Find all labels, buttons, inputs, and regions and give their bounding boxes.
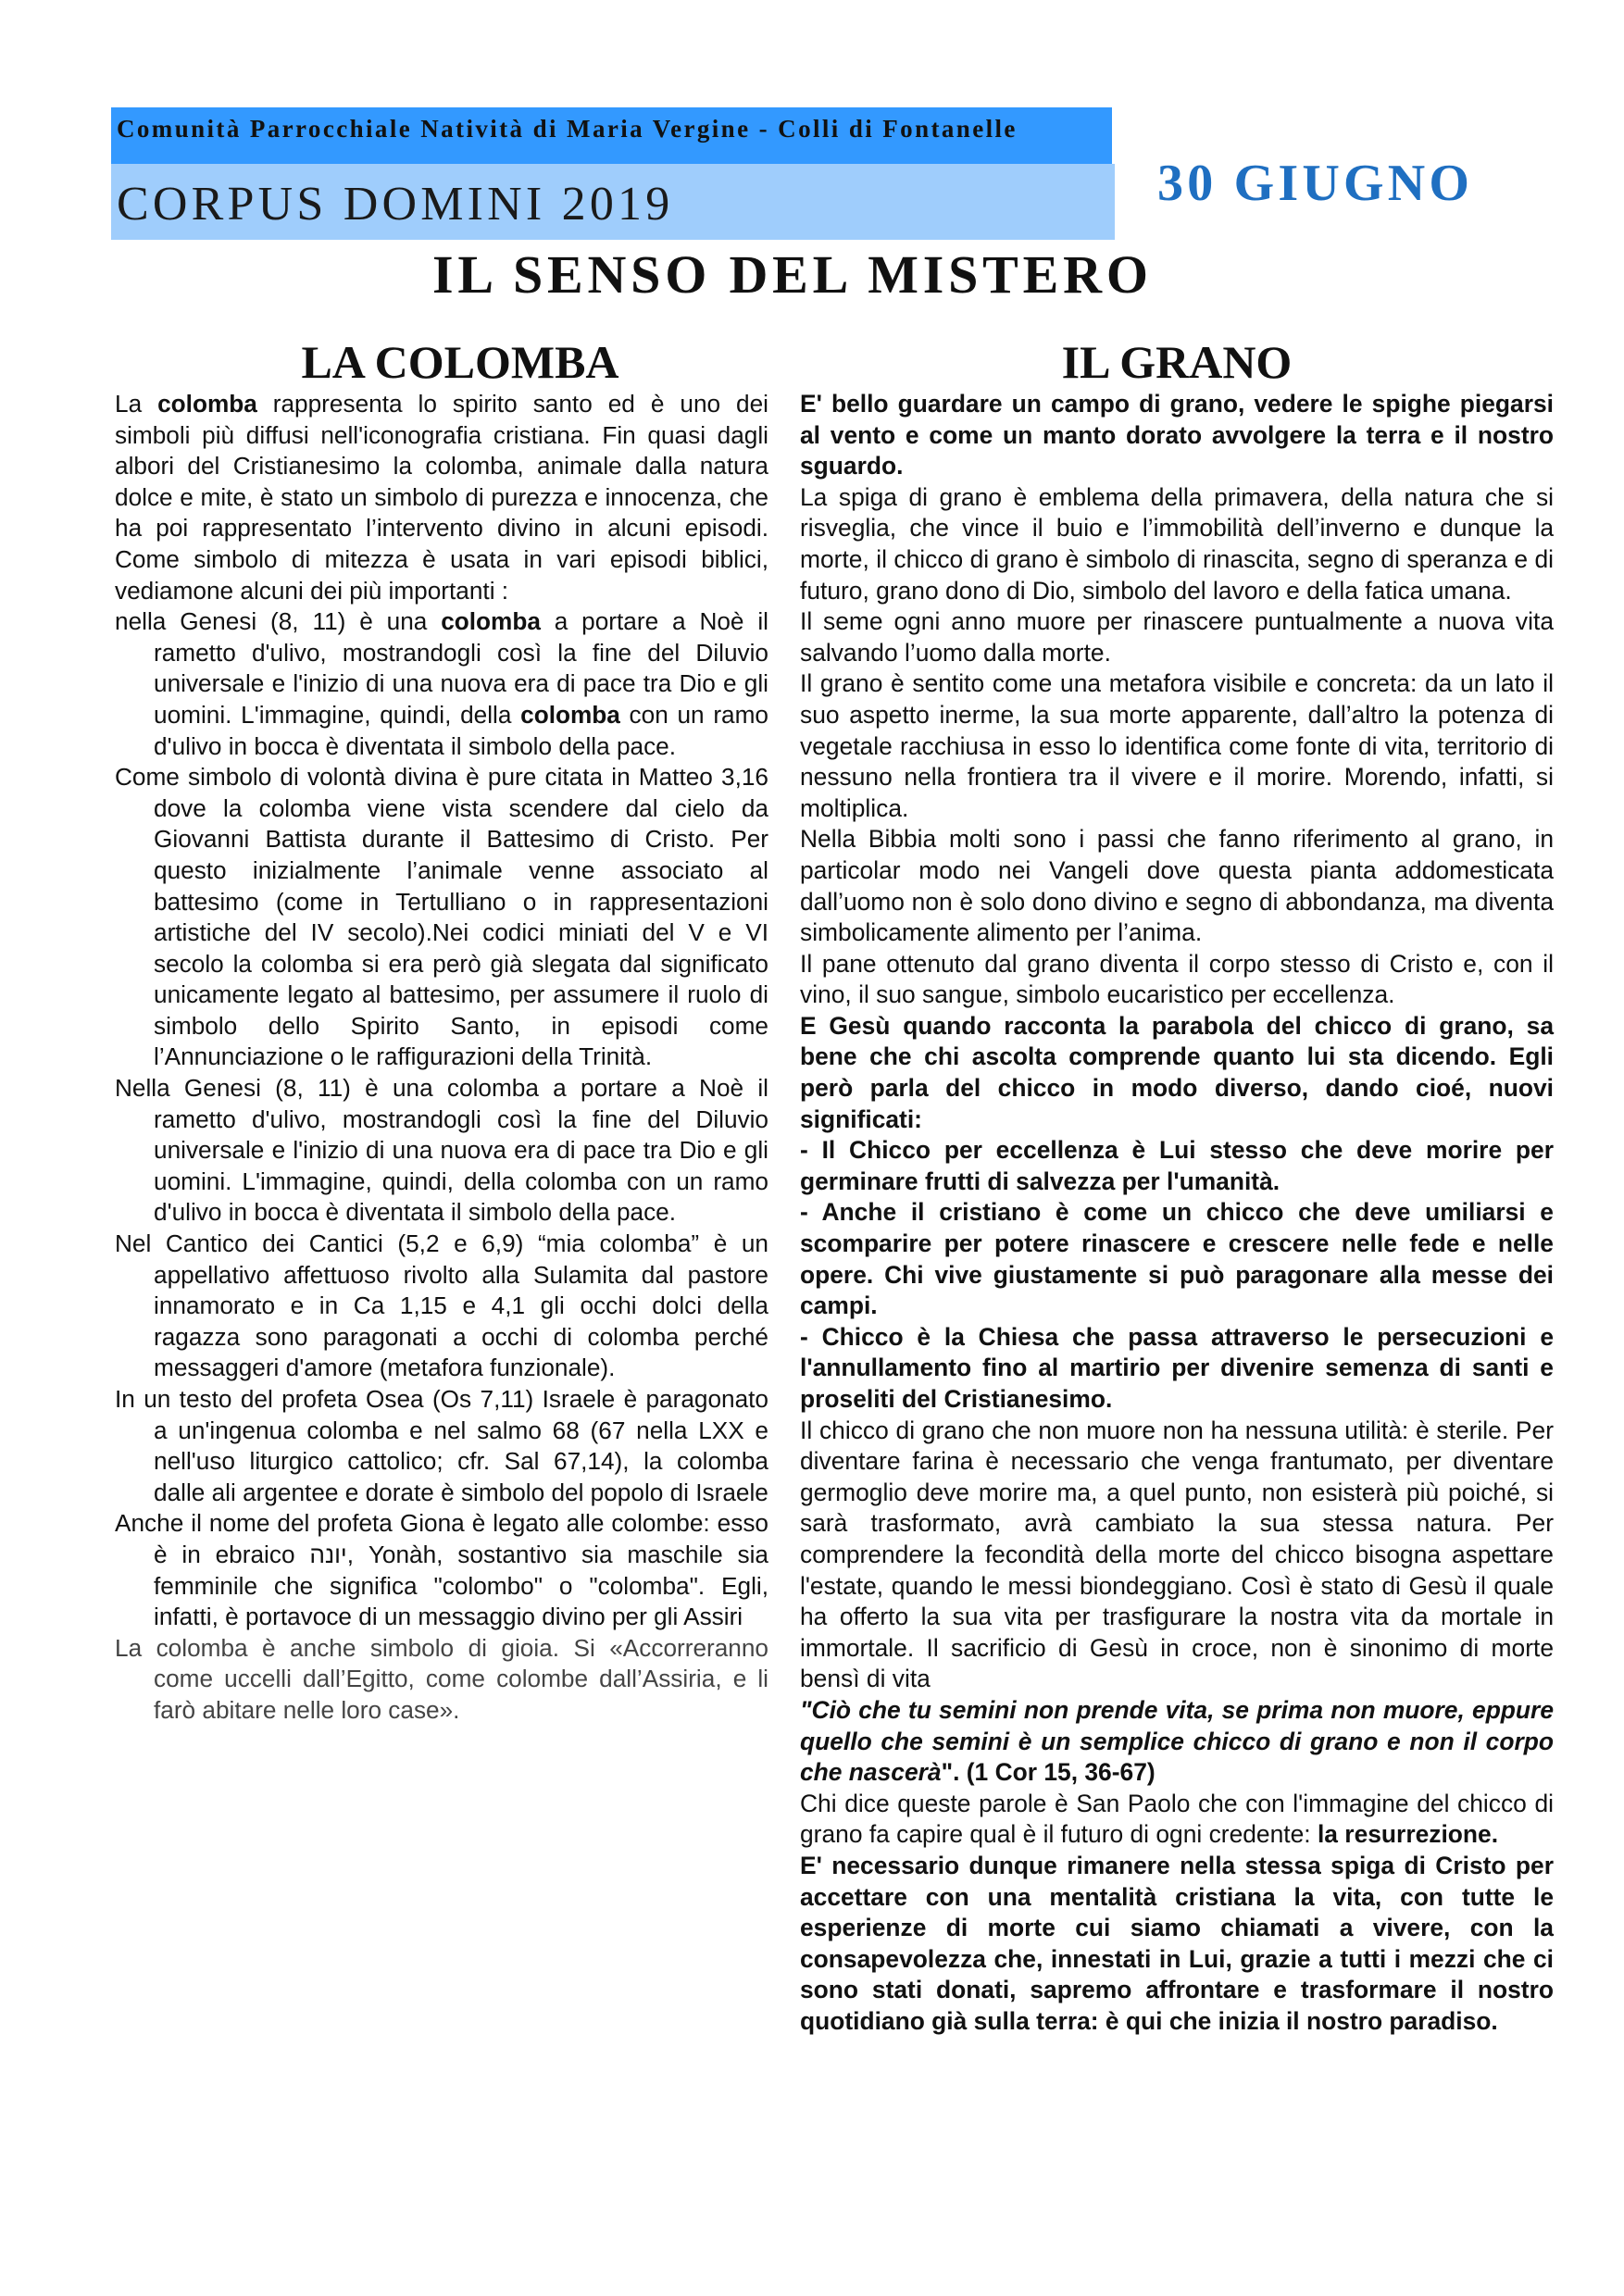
left-paragraph: Nella Genesi (8, 11) è una colomba a portare a Noè il rametto d'ulivo, mostrandogli così la fine del Diluvio universale e l'inizio di una nuova era di pace tra Dio e gli uomini. L'immagine, quindi, della colomba con un ramo d'ulivo in bocca è diventata il simbolo della pace.: [115, 1074, 768, 1227]
right-paragraph: E' necessario dunque rimanere nella stessa spiga di Cristo per accettare con una mentalità cristiana la vita, con tutte le esperienze di morte cui siamo chiamati a vivere, con la consapevolezza che, innestati in Lui, grazie a tutti i mezzi che ci sono stati donati, sapremo affrontare e trasformare il nostro quotidiano già sulla terra: è qui che inizia il nostro paradiso.: [800, 1851, 1554, 2035]
event-date: 30 GIUGNO: [1157, 155, 1474, 212]
event-title-bar: [111, 164, 1115, 240]
page-title: IL SENSO DEL MISTERO: [432, 244, 1153, 305]
left-column: [115, 335, 768, 1727]
right-paragraph: Il seme ogni anno muore per rinascere puntualmente a nuova vita salvando l’uomo dalla morte.: [800, 607, 1554, 667]
right-column: [800, 335, 1554, 2037]
left-paragraph: nella Genesi (8, 11) è una colomba a portare a Noè il rametto d'ulivo, mostrandogli così la fine del Diluvio universale e l'inizio di una nuova era di pace tra Dio e gli uomini. L'immagine, quindi, della colomba con un ramo d'ulivo in bocca è diventata il simbolo della pace.: [115, 607, 768, 760]
right-paragraph: - Chicco è la Chiesa che passa attraverso le persecuzioni e l'annullamento fino al martirio per divenire semenza di santi e proseliti del Cristianesimo.: [800, 1322, 1554, 1413]
right-heading: IL GRANO: [1061, 336, 1293, 388]
left-paragraph: La colomba è anche simbolo di gioia. Si «Accorreranno come uccelli dall’Egitto, come colombe dall’Assiria, e li farò abitare nelle loro case».: [115, 1633, 768, 1724]
left-paragraph: Come simbolo di volontà divina è pure citata in Matteo 3,16 dove la colomba viene vista scendere dal cielo da Giovanni Battista durante il Battesimo di Cristo. Per questo inizialmente l’animale venne associato al battesimo (come in Tertulliano o in rappresentazioni artistiche del IV secolo).Nei codici miniati del V e VI secolo la colomba si era però già slegata dal significato unicamente legato al battesimo, per assumere il ruolo di simbolo dello Spirito Santo, in episodi come l’Annunciazione o le raffigurazioni della Trinità.: [115, 763, 768, 1071]
left-heading: LA COLOMBA: [301, 336, 619, 388]
parish-name: Comunità Parrocchiale Natività di Maria Vergine - Colli di Fontanelle: [117, 115, 1018, 143]
right-paragraph: Il grano è sentito come una metafora visibile e concreta: da un lato il suo aspetto inerme, la sua morte apparente, dall’altro la potenza di vegetale racchiusa in esso lo identifica come fonte di vita, territorio di nessuno nella frontiera tra il vivere e il morire. Morendo, infatti, si moltiplica.: [800, 669, 1554, 822]
right-paragraph: Il pane ottenuto dal grano diventa il corpo stesso di Cristo e, con il vino, il suo sangue, simbolo eucaristico per eccellenza.: [800, 949, 1554, 1009]
event-title: CORPUS DOMINI 2019: [117, 178, 674, 231]
left-paragraph: In un testo del profeta Osea (Os 7,11) Israele è paragonato a un'ingenua colomba e nel salmo 68 (67 nella LXX e nell'uso liturgico cattolico; cfr. Sal 67,14), la colomba dalle ali argentee e dorate è simbolo del popolo di Israele: [115, 1385, 768, 1506]
right-paragraph: - Anche il cristiano è come un chicco che deve umiliarsi e scomparire per potere rinascere e crescere nelle fede e nelle opere. Chi vive giustamente si può paragonare alla messe dei campi.: [800, 1198, 1554, 1320]
right-paragraph: E Gesù quando racconta la parabola del chicco di grano, sa bene che chi ascolta comprende quanto lui sta dicendo. Egli però parla del chicco in modo diverso, dando cioé, nuovi significati:: [800, 1011, 1554, 1133]
left-paragraph: La colomba rappresenta lo spirito santo ed è uno dei simboli più diffusi nell'iconografia cristiana. Fin quasi dagli albori del Cristianesimo la colomba, animale dalla natura dolce e mite, è stato un simbolo di purezza e innocenza, che ha poi rappresentato l’intervento divino in alcuni episodi. Come simbolo di mitezza è usata in vari episodi biblici, vediamone alcuni dei più importanti :: [115, 390, 768, 605]
right-paragraph: E' bello guardare un campo di grano, vedere le spighe piegarsi al vento e come un manto dorato avvolgere la terra e il nostro sguardo.: [800, 390, 1554, 480]
left-paragraph: Nel Cantico dei Cantici (5,2 e 6,9) “mia colomba” è un appellativo affettuoso rivolto alla Sulamita dal pastore innamorato e in Ca 1,15 e 4,1 gli occhi dolci della ragazza sono paragonati a occhi di colomba perché messaggeri d'amore (metafora funzionale).: [115, 1229, 768, 1382]
right-paragraph: - Il Chicco per eccellenza è Lui stesso che deve morire per germinare frutti di salvezza per l'umanità.: [800, 1136, 1554, 1195]
scripture-quote: "Ciò che tu semini non prende vita, se prima non muore, eppure quello che semini è un semplice chicco di grano e non il corpo che nascerà". (1 Cor 15, 36-67): [800, 1695, 1554, 1787]
parish-header-bar: [111, 107, 1112, 164]
right-paragraph: Chi dice queste parole è San Paolo che con l'immagine del chicco di grano fa capire qual è il futuro di ogni credente: la resurrezione.: [800, 1789, 1554, 1849]
right-paragraph: La spiga di grano è emblema della primavera, della natura che si risveglia, che vince il buio e l’immobilità dell’inverno e dunque la morte, il chicco di grano è simbolo di rinascita, segno di speranza e di futuro, grano dono di Dio, simbolo del lavoro e della fatica umana.: [800, 482, 1554, 605]
right-paragraph: Il chicco di grano che non muore non ha nessuna utilità: è sterile. Per diventare farina è necessario che venga frantumato, per diventare germoglio deve morire ma, a quel punto, non esisterà più poiché, si sarà trasformato, avrà cambiato la sua stessa natura. Per comprendere la fecondità della morte del chicco bisogna aspettare l'estate, quando le messi biondeggiano. Così è stato di Gesù il quale ha offerto la sua vita per trasfigurare la nostra vita da mortale in immortale. Il sacrificio di Gesù in croce, non è sinonimo di morte bensì di vita: [800, 1416, 1554, 1693]
right-paragraph: Nella Bibbia molti sono i passi che fanno riferimento al grano, in particolar modo nei Vangeli dove questa pianta addomesticata dall’uomo non è solo dono divino e segno di abbondanza, ma diventa simbolicamente alimento per l’anima.: [800, 825, 1554, 947]
left-paragraph: Anche il nome del profeta Giona è legato alle colombe: esso è in ebraico ‏יונה, Yonàh, sostantivo sia maschile sia femminile che significa "colombo" o "colomba". Egli, infatti, è portavoce di un messaggio divino per gli Assiri: [115, 1509, 768, 1631]
